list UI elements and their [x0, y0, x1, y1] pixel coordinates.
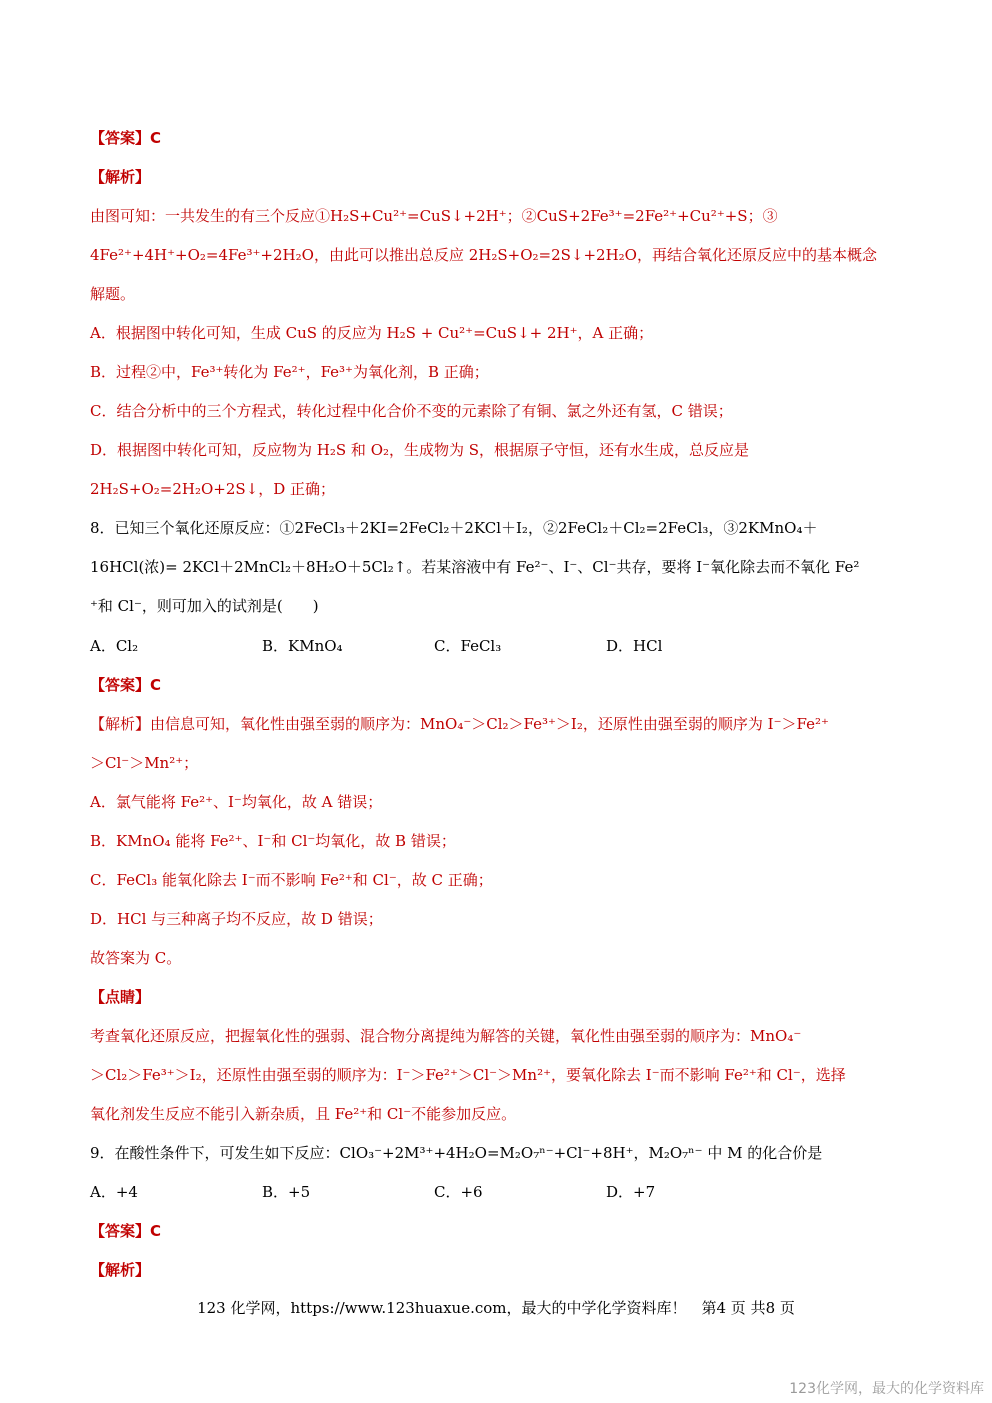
- analysis-line: ＞Cl⁻＞Mn²⁺；: [90, 754, 199, 772]
- answer-label: 【答案】C: [90, 129, 162, 147]
- analysis-label: 【解析】: [90, 168, 151, 186]
- question-8-options: [90, 636, 662, 656]
- analysis-option-d: D．根据图中转化可知，反应物为 H₂S 和 O₂，生成物为 S，根据原子守恒，还有水生成，总反应是: [90, 441, 750, 459]
- analysis-option-b: B．过程②中，Fe³⁺转化为 Fe²⁺，Fe³⁺为氧化剂，B 正确；: [90, 363, 489, 381]
- option-b: B．KMnO₄: [262, 637, 343, 655]
- analysis-option-c: C．结合分析中的三个方程式，转化过程中化合价不变的元素除了有铜、氯之外还有氢，C 错误；: [90, 402, 733, 420]
- analysis-option-d: D．HCl 与三种离子均不反应，故 D 错误；: [90, 910, 383, 928]
- analysis-line: 【解析】由信息可知，氧化性由强至弱的顺序为：MnO₄⁻＞Cl₂＞Fe³⁺＞I₂，还原性由强至弱的顺序为 I⁻＞Fe²⁺: [90, 715, 829, 733]
- answer-label: 【答案】C: [90, 1222, 162, 1240]
- key-point-line: 考查氧化还原反应，把握氧化性的强弱、混合物分离提纯为解答的关键，氧化性由强至弱的顺序为：MnO₄⁻: [90, 1027, 802, 1045]
- option-a: A．+4: [90, 1183, 138, 1201]
- option-b: B．+5: [262, 1183, 311, 1201]
- option-a: A．Cl₂: [90, 637, 139, 655]
- question-8-stem: 8．已知三个氧化还原反应：①2FeCl₃＋2KI=2FeCl₂＋2KCl＋I₂，②2FeCl₂＋Cl₂=2FeCl₃，③2KMnO₄＋: [90, 519, 818, 537]
- analysis-line: 由图可知：一共发生的有三个反应①H₂S+Cu²⁺=CuS↓+2H⁺；②CuS+2Fe³⁺=2Fe²⁺+Cu²⁺+S；③: [90, 207, 778, 225]
- option-d: D．+7: [606, 1183, 656, 1201]
- analysis-label: 【解析】: [90, 1261, 151, 1279]
- question-9-stem: 9．在酸性条件下，可发生如下反应：ClO₃⁻+2M³⁺+4H₂O=M₂O₇ⁿ⁻+Cl⁻+8H⁺，M₂O₇ⁿ⁻ 中 M 的化合价是: [90, 1144, 823, 1162]
- key-point-line: ＞Cl₂＞Fe³⁺＞I₂，还原性由强至弱的顺序为：I⁻＞Fe²⁺＞Cl⁻＞Mn²⁺，要氧化除去 I⁻而不影响 Fe²⁺和 Cl⁻，选择: [90, 1066, 846, 1084]
- analysis-line: 2H₂S+O₂=2H₂O+2S↓，D 正确；: [90, 480, 336, 498]
- analysis-option-b: B．KMnO₄ 能将 Fe²⁺、I⁻和 Cl⁻均氧化，故 B 错误；: [90, 832, 456, 850]
- key-point-line: 氧化剂发生反应不能引入新杂质，且 Fe²⁺和 Cl⁻不能参加反应。: [90, 1105, 517, 1123]
- analysis-line: 4Fe²⁺+4H⁺+O₂=4Fe³⁺+2H₂O，由此可以推出总反应 2H₂S+O₂=2S↓+2H₂O，再结合氧化还原反应中的基本概念: [90, 246, 877, 264]
- question-8-stem: ⁺和 Cl⁻，则可加入的试剂是( ): [90, 597, 319, 615]
- analysis-option-a: A．氯气能将 Fe²⁺、I⁻均氧化，故 A 错误；: [90, 793, 383, 811]
- analysis-conclusion: 故答案为 C。: [90, 949, 182, 967]
- analysis-line: 解题。: [90, 285, 136, 303]
- watermark: 123化学网，最大的化学资料库: [789, 1381, 984, 1397]
- key-point-label: 【点睛】: [90, 988, 151, 1006]
- option-d: D．HCl: [606, 637, 663, 655]
- question-8-stem: 16HCl(浓)= 2KCl＋2MnCl₂＋8H₂O＋5Cl₂↑。若某溶液中有 Fe²⁻、I⁻、Cl⁻共存，要将 I⁻氧化除去而不氧化 Fe²: [90, 558, 860, 576]
- analysis-option-a: A．根据图中转化可知，生成 CuS 的反应为 H₂S + Cu²⁺=CuS↓+ 2H⁺，A 正确；: [90, 324, 654, 342]
- option-c: C．FeCl₃: [434, 637, 502, 655]
- analysis-option-c: C．FeCl₃ 能氧化除去 I⁻而不影响 Fe²⁺和 Cl⁻，故 C 正确；: [90, 871, 493, 889]
- page-footer: 123 化学网，https://www.123huaxue.com，最大的中学化学资料库！ 第4 页 共8 页: [197, 1299, 795, 1317]
- option-c: C．+6: [434, 1183, 483, 1201]
- question-9-options: [90, 1182, 655, 1202]
- answer-label: 【答案】C: [90, 676, 162, 694]
